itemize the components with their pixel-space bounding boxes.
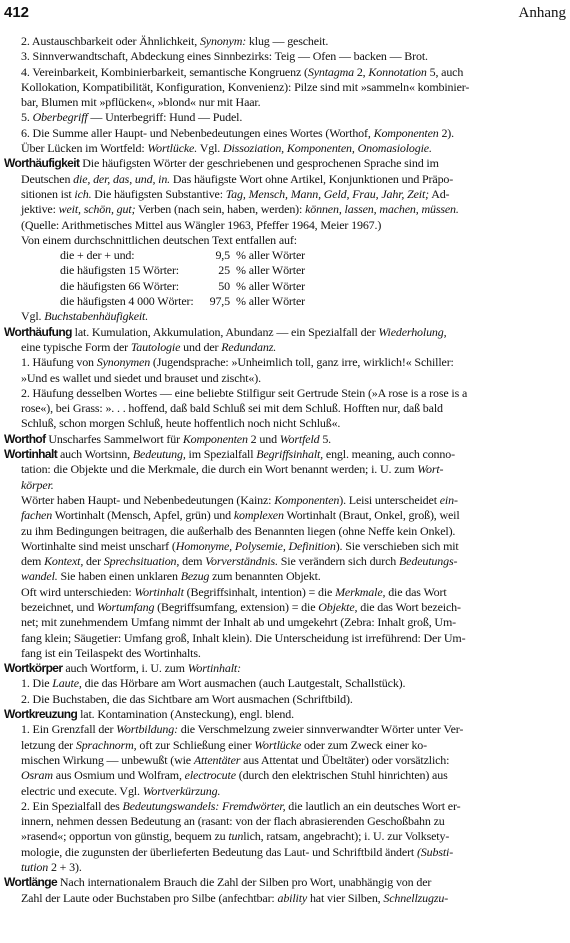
text-run: Unscharfes Sammelwort für: [45, 431, 183, 446]
italic-term: Laute,: [52, 676, 82, 691]
text-line: [4, 722, 566, 737]
text-line: [4, 187, 566, 202]
italic-term: Homonyme, Polysemie, Definition: [175, 538, 336, 553]
italic-term: Komponenten: [274, 492, 340, 507]
text-line: [4, 554, 566, 569]
italic-term: Sprachnorm,: [75, 737, 137, 752]
headword: Wortkreuzung: [4, 707, 78, 722]
headword: Wortkörper: [4, 661, 63, 676]
table-value: 97,5: [209, 294, 230, 309]
italic-term: Wortumfang: [96, 599, 155, 614]
text-run: 1. Die: [21, 676, 53, 691]
text-line: [4, 707, 566, 722]
text-line: [4, 661, 566, 676]
text-run: 5.: [21, 110, 33, 125]
text-run: fang klein; Säugetier: Umfang groß, Inhalt klein). Die Unterscheidung ist irreführend: Der Um-: [21, 630, 466, 645]
text-run: 2).: [438, 125, 455, 140]
italic-term: körper.: [21, 477, 54, 492]
italic-term: Wortlücke: [254, 737, 302, 752]
italic-term: Wortfeld: [279, 431, 320, 446]
text-line: [4, 95, 566, 110]
text-run: die häufigsten 15 Wörter:: [60, 263, 179, 278]
text-run: »Und es wallet und siedet und brauset und zischt«).: [21, 370, 261, 385]
text-run: dem: [21, 554, 45, 569]
text-run: Sie verändern sich durch: [277, 554, 399, 569]
text-line: [4, 34, 566, 49]
text-run: Das häufigste Wort ohne Artikel, Konjunktionen und Präpo-: [170, 171, 454, 186]
text-line: [4, 478, 566, 493]
text-line: [4, 676, 566, 691]
entry-text: [4, 34, 566, 906]
text-run: die lautlich an ein deutsches Wort er-: [285, 798, 461, 813]
italic-term: electrocute: [184, 768, 236, 783]
text-run: Die häufigsten Substantive:: [91, 186, 226, 201]
text-line: [4, 202, 566, 217]
italic-term: ich.: [74, 186, 92, 201]
text-run: die das Wort: [385, 584, 447, 599]
text-line: [4, 432, 566, 447]
text-run: fang ist ein Teilaspekt des Wortinhalts.: [21, 645, 201, 660]
text-run: Über Lücken im Wortfeld:: [21, 141, 148, 156]
text-run: 2. Häufung desselben Wortes — eine beliebte Stilfigur seit Gertrude Stein (»A rose is a rose is a: [21, 385, 468, 400]
text-line: [4, 585, 566, 600]
text-run: zu ihm Bedingungen beitragen, die außerhalb des Benannten liegen (ohne Neffe kein Onkel).: [21, 523, 456, 538]
italic-term: Synonym:: [199, 34, 247, 48]
text-run: Deutschen: [21, 171, 74, 186]
italic-term: Komponenten: [182, 431, 248, 446]
text-line: [4, 784, 566, 799]
text-run: 1. Häufung von: [21, 355, 97, 370]
italic-term: wandel.: [21, 569, 58, 584]
text-line: [4, 829, 566, 844]
text-run: und der: [180, 339, 222, 354]
table-unit: % aller Wörter: [236, 294, 305, 309]
text-line: [4, 891, 566, 906]
table-value: 25: [218, 263, 230, 278]
text-run: »rasend«; opportun von günstig, bequem zu: [21, 829, 229, 844]
text-run: ). Sie verschieben sich mit: [335, 538, 459, 553]
text-run: oft zur Schließung einer: [136, 737, 255, 752]
text-line: [4, 753, 566, 768]
text-line: [4, 799, 566, 814]
italic-term: Bedeutung,: [132, 447, 186, 462]
text-run: oder zum Zweck einer ko-: [301, 737, 428, 752]
table-unit: % aller Wörter: [236, 278, 305, 293]
text-run: 6. Die Summe aller Haupt- und Nebenbedeutungen eines Wortes (Worthof,: [21, 125, 374, 140]
text-run: (durch den elektrischen Stuhl hinrichten) aus: [235, 768, 448, 783]
text-run: hat vier Silben,: [307, 890, 384, 905]
text-line: [4, 65, 566, 80]
text-run: auch Wortform, i. U. zum: [62, 661, 188, 676]
text-line: [4, 524, 566, 539]
text-run: Vgl.: [197, 141, 223, 156]
italic-term: Syntagma: [307, 64, 354, 79]
text-run: eine typische Form der: [21, 339, 131, 354]
italic-term: Bezug: [180, 569, 210, 584]
frequency-table-row: [4, 248, 566, 263]
page-number: 412: [4, 4, 30, 21]
table-value: 50: [218, 278, 230, 293]
italic-term: Buchstabenhäufigkeit.: [44, 309, 149, 324]
italic-term: Tag, Mensch, Mann, Geld, Frau, Jahr, Zeit;: [225, 186, 429, 201]
text-run: 1. Ein Grenzfall der: [21, 722, 117, 737]
text-line: [4, 860, 566, 875]
text-line: [4, 692, 566, 707]
italic-term: Bedeutungswandels: Fremdwörter,: [122, 798, 286, 813]
text-run: auch Wortsinn,: [57, 447, 133, 462]
text-line: [4, 172, 566, 187]
headword: Worthäufung: [4, 324, 72, 339]
text-run: (Quelle: Arithmetisches Mittel aus Wängler 1963, Pfeffer 1964, Meier 1967.): [21, 217, 382, 232]
text-run: die häufigsten 4 000 Wörter:: [60, 294, 194, 309]
table-unit: % aller Wörter: [236, 263, 305, 278]
frequency-table-row: [4, 294, 566, 309]
frequency-table-row: [4, 279, 566, 294]
text-run: dem: [179, 554, 206, 569]
text-run: innern, nehmen dessen Bedeutung an (rasant: von der flach abrasierenden Geschoßbahn zu: [21, 814, 445, 829]
italic-term: Wort-: [417, 462, 444, 477]
italic-term: Attentäter: [193, 752, 241, 767]
text-run: Wörter haben Haupt- und Nebenbedeutungen (Kainz:: [21, 492, 275, 507]
text-run: lat. Kontamination (Ansteckung), engl. blend.: [77, 707, 294, 722]
text-run: bezeichnet, und: [21, 599, 97, 614]
text-line: [4, 355, 566, 370]
text-line: [4, 569, 566, 584]
text-run: ). Leisi unterscheidet: [339, 492, 440, 507]
italic-term: ability: [277, 890, 308, 905]
text-run: (Jugendsprache: »Unheimlich toll, ganz irre, wirklich!« Schiller:: [150, 355, 454, 370]
italic-term: Redundanz.: [221, 339, 277, 354]
text-line: [4, 416, 566, 431]
italic-term: komplexen: [233, 508, 284, 523]
text-run: (Begriffsinhalt, intention) = die: [183, 584, 336, 599]
text-run: engl. meaning, auch conno-: [323, 447, 455, 462]
text-line: [4, 233, 566, 248]
italic-term: weit, schön, gut;: [58, 202, 136, 217]
italic-term: können, lassen, machen, müssen.: [305, 202, 459, 217]
text-run: Wortinhalt (Mensch, Apfel, grün) und: [52, 508, 234, 523]
text-run: klug — gescheit.: [246, 34, 329, 48]
text-run: Ad-: [429, 186, 450, 201]
italic-term: Dissoziation, Komponenten, Onomasiologie.: [222, 141, 432, 156]
headword: Worthof: [4, 431, 46, 446]
text-line: [4, 218, 566, 233]
italic-term: (Substi-: [416, 844, 454, 859]
text-line: [4, 646, 566, 661]
text-run: 2. Die Buchstaben, die das Sichtbare am Wort ausmachen (Schriftbild).: [21, 691, 353, 706]
text-run: — Unterbegriff: Hund — Pudel.: [87, 110, 243, 125]
italic-term: Synonymen: [96, 355, 151, 370]
headword: Wortinhalt: [4, 447, 58, 462]
text-run: 4. Vereinbarkeit, Kombinierbarkeit, semantische Kongruenz (: [21, 64, 308, 79]
text-run: Verben (nach sein, haben, werden):: [135, 202, 306, 217]
text-run: 5.: [319, 431, 332, 446]
italic-term: Oberbegriff: [32, 110, 88, 125]
italic-term: Wortlücke.: [147, 141, 198, 156]
italic-term: Vorverständnis.: [205, 554, 278, 569]
text-run: 5, auch: [426, 64, 464, 79]
text-line: [4, 768, 566, 783]
text-run: die das Hörbare am Wort ausmachen (auch Lautgestalt, Schallstück).: [81, 676, 406, 691]
italic-term: Wortverkürzung.: [142, 783, 221, 798]
italic-term: Sprechsituation,: [103, 554, 180, 569]
text-line: [4, 110, 566, 125]
text-run: 2. Ein Spezialfall des: [21, 798, 123, 813]
text-run: lat. Kumulation, Akkumulation, Abundanz — ein Spezialfall der: [71, 324, 379, 339]
text-run: 3. Sinnverwandtschaft, Abdeckung eines Sinnbezirks: Teig — Ofen — backen — Brot.: [21, 49, 428, 64]
text-run: zum benannten Objekt.: [209, 569, 321, 584]
text-line: [4, 508, 566, 523]
text-run: bar, Blumen mit »pflücken«, »blond« nur mit Haar.: [21, 95, 261, 110]
text-line: [4, 600, 566, 615]
text-line: [4, 631, 566, 646]
text-run: lich, ratsam, angebracht); i. U. zur Volksety-: [243, 829, 450, 844]
text-run: mischen Wirkung — unbewußt (wie: [21, 752, 194, 767]
text-line: [4, 615, 566, 630]
text-run: Die häufigsten Wörter der geschriebenen und gesprochenen Sprache sind im: [79, 156, 439, 171]
italic-term: fachen: [21, 508, 53, 523]
italic-term: Wiederholung,: [378, 324, 447, 339]
text-run: 2 und: [247, 431, 280, 446]
italic-term: Bedeutungs-: [399, 554, 458, 569]
text-run: tation: die Objekte und die Merkmale, die durch ein Wort benannt werden; i. U. zum: [21, 462, 418, 477]
text-run: Von einem durchschnittlichen deutschen Text entfallen auf:: [21, 232, 297, 247]
text-run: Zahl der Laute oder Buchstaben pro Silbe (anfechtbar:: [21, 890, 278, 905]
text-line: [4, 309, 566, 324]
text-line: [4, 325, 566, 340]
italic-term: Komponenten: [373, 125, 439, 140]
table-unit: % aller Wörter: [236, 248, 305, 263]
text-run: 2 + 3).: [48, 860, 82, 875]
text-run: Sie haben einen unklaren: [57, 569, 181, 584]
text-line: [4, 401, 566, 416]
text-run: Vgl.: [21, 309, 45, 324]
italic-term: Objekte,: [318, 599, 358, 614]
italic-term: die, der, das, und, in.: [73, 171, 171, 186]
italic-term: Tautologie: [130, 339, 181, 354]
text-run: jektive:: [21, 202, 59, 217]
text-line: [4, 539, 566, 554]
text-line: [4, 49, 566, 64]
text-run: Schluß, schon morgen Schluß, heute hoffentlich noch nicht Schluß«.: [21, 416, 341, 431]
text-line: [4, 340, 566, 355]
italic-term: Begriffsinhalt,: [256, 447, 324, 462]
text-line: [4, 386, 566, 401]
italic-term: Kontext,: [44, 554, 84, 569]
italic-term: Konnotation: [368, 64, 427, 79]
text-run: sitionen ist: [21, 186, 75, 201]
italic-term: Wortbildung:: [116, 722, 178, 737]
text-line: [4, 80, 566, 95]
italic-term: Schnellzugzu-: [383, 890, 449, 905]
text-run: die + der + und:: [60, 248, 135, 263]
text-line: [4, 462, 566, 477]
text-run: mologie, die zugunsten der überlieferten Bedeutung das Laut- und Schriftbild ändert: [21, 844, 417, 859]
text-run: 2. Austauschbarkeit oder Ähnlichkeit,: [21, 34, 200, 48]
text-line: [4, 141, 566, 156]
text-line: [4, 126, 566, 141]
text-run: rose«), bei Grass: ». . . hoffend, daß bald Schluß sei mit dem Schluß. Hofften nur, daß bald: [21, 401, 443, 416]
text-run: Oft wird unterschieden:: [21, 584, 135, 599]
text-run: electric und execute. Vgl.: [21, 783, 143, 798]
italic-term: Wortinhalt:: [187, 661, 241, 676]
text-line: [4, 156, 566, 171]
text-line: [4, 447, 566, 462]
text-line: [4, 493, 566, 508]
text-run: 2,: [353, 64, 369, 79]
text-run: aus Attentat und Übeltäter) oder vorsätzlich:: [240, 752, 450, 767]
text-run: der: [83, 554, 104, 569]
text-run: die Verschmelzung zweier sinnverwandter Wörter unter Ver-: [177, 722, 464, 737]
text-run: Wortinhalte sind meist unscharf (: [21, 538, 176, 553]
text-run: die häufigsten 66 Wörter:: [60, 278, 179, 293]
text-line: [4, 371, 566, 386]
italic-term: Osram: [21, 768, 53, 783]
text-line: [4, 738, 566, 753]
italic-term: tun: [228, 829, 244, 844]
text-run: net; mit zunehmendem Umfang nimmt der Inhalt ab und umgekehrt (Zebra: Inhalt groß, Um-: [21, 615, 456, 630]
text-run: im Spezialfall: [185, 447, 257, 462]
headword: Wortlänge: [4, 875, 58, 890]
frequency-table-row: [4, 263, 566, 278]
text-run: aus Osmium und Wolfram,: [52, 768, 185, 783]
table-value: 9,5: [215, 248, 230, 263]
text-run: die das Wort bezeich-: [357, 599, 461, 614]
headword: Worthäufigkeit: [4, 156, 80, 171]
text-run: letzung der: [21, 737, 76, 752]
text-run: Wortinhalt (Braut, Onkel, groß), weil: [283, 508, 460, 523]
italic-term: Wortinhalt: [134, 584, 184, 599]
italic-term: Merkmale,: [335, 584, 386, 599]
section-header: Anhang: [518, 5, 566, 21]
italic-term: ein-: [439, 492, 458, 507]
text-run: Kollokation, Kompatibilität, Konfiguration, Konvenienz): Pilze sind mit »sammeln« kombinier-: [21, 79, 470, 94]
text-line: [4, 845, 566, 860]
italic-term: tution: [21, 860, 49, 875]
text-run: (Begriffsumfang, extension) = die: [154, 599, 319, 614]
text-run: Nach internationalem Brauch die Zahl der Silben pro Wort, unabhängig von der: [57, 875, 432, 890]
text-line: [4, 814, 566, 829]
text-line: [4, 875, 566, 890]
